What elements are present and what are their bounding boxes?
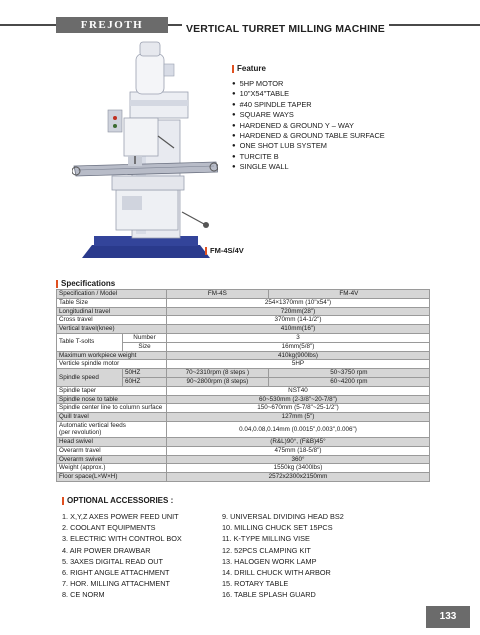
page-title: VERTICAL TURRET MILLING MACHINE bbox=[182, 22, 389, 36]
list-item: 9. UNIVERSAL DIVIDING HEAD BS2 bbox=[222, 512, 344, 521]
spec-label: Verticle spindle motor bbox=[57, 360, 167, 369]
spec-label: Head swivel bbox=[57, 437, 167, 446]
table-row bbox=[57, 369, 430, 378]
feature-list bbox=[232, 79, 385, 173]
spec-label: Maximum workpiece weight bbox=[57, 351, 167, 360]
spec-label: Spindle taper bbox=[57, 386, 167, 395]
table-row bbox=[57, 404, 430, 413]
spec-value: NST40 bbox=[166, 386, 429, 395]
spec-label: Weight (approx.) bbox=[57, 464, 167, 473]
spec-label: Table Size bbox=[57, 298, 167, 307]
feature-heading-text: Feature bbox=[237, 64, 266, 73]
spec-value: 370mm (14-1/2") bbox=[166, 316, 429, 325]
spec-label: Overarm travel bbox=[57, 446, 167, 455]
table-row bbox=[57, 455, 430, 464]
spec-value: 720mm(28") bbox=[166, 307, 429, 316]
feature-item: ● 5HP MOTOR bbox=[232, 79, 385, 89]
spec-label: Spindle center line to column surface bbox=[57, 404, 167, 413]
spec-value: 70~2310rpm (8 steps ) bbox=[166, 369, 268, 378]
spec-label: Spindle speed bbox=[57, 369, 123, 387]
spec-value: 0.04,0.08,0.14mm (0.0015",0.003",0.006") bbox=[166, 421, 429, 437]
spec-value: 410mm(16") bbox=[166, 325, 429, 334]
table-row bbox=[57, 316, 430, 325]
table-header-cell: FM-4V bbox=[268, 290, 429, 299]
list-item: 14. DRILL CHUCK WITH ARBOR bbox=[222, 568, 331, 578]
spec-label: Cross travel bbox=[57, 316, 167, 325]
spec-value: 5HP bbox=[166, 360, 429, 369]
list-item: 13. HALOGEN WORK LAMP bbox=[222, 556, 317, 566]
specifications-table bbox=[56, 289, 430, 482]
spec-label bbox=[57, 421, 167, 437]
brand-logo-text: FREJOTH bbox=[80, 19, 144, 31]
specifications-heading bbox=[56, 279, 115, 288]
table-row bbox=[57, 473, 430, 482]
page-number: 133 bbox=[426, 606, 470, 628]
feature-item: ● #40 SPINDLE TAPER bbox=[232, 100, 385, 110]
table-row bbox=[57, 464, 430, 473]
table-header-cell: FM-4S bbox=[166, 290, 268, 299]
list-item: 5. 3AXES DIGITAL READ OUT bbox=[62, 556, 163, 566]
spec-sublabel: Number bbox=[122, 333, 166, 342]
spec-label: Vertical travel(knee) bbox=[57, 325, 167, 334]
table-header-row bbox=[57, 290, 430, 299]
spec-label: Floor space(L×W×H) bbox=[57, 473, 167, 482]
model-label bbox=[205, 246, 244, 255]
accessories-list-right bbox=[222, 511, 344, 601]
feature-item: ● SINGLE WALL bbox=[232, 162, 385, 172]
feature-heading bbox=[232, 64, 385, 73]
list-item: 15. ROTARY TABLE bbox=[222, 579, 289, 589]
table-row bbox=[57, 395, 430, 404]
spec-value: 16mm(5/8") bbox=[166, 342, 429, 351]
feature-item: ● SQUARE WAYS bbox=[232, 110, 385, 120]
spec-value: 254×1370mm (10"x54") bbox=[166, 298, 429, 307]
spec-value: 50~3750 rpm bbox=[268, 369, 429, 378]
accessories-heading bbox=[62, 496, 173, 505]
table-row bbox=[57, 446, 430, 455]
spec-label-line: (per revolution) bbox=[59, 429, 102, 437]
table-row bbox=[57, 333, 430, 342]
table-row bbox=[57, 351, 430, 360]
spec-value: 360° bbox=[166, 455, 429, 464]
spec-sublabel: Size bbox=[122, 342, 166, 351]
accessories-heading-text: OPTIONAL ACCESSORIES : bbox=[67, 496, 174, 505]
table-row bbox=[57, 307, 430, 316]
table-row bbox=[57, 421, 430, 437]
spec-value: 90~2800rpm (8 steps) bbox=[166, 377, 268, 386]
list-item: 12. 52PCS CLAMPING KIT bbox=[222, 545, 311, 555]
spec-value: 2572x2300x2150mm bbox=[166, 473, 429, 482]
list-item: 11. K-TYPE MILLING VISE bbox=[222, 534, 310, 544]
spec-label: Table T-solts bbox=[57, 333, 123, 351]
table-row bbox=[57, 298, 430, 307]
table-row bbox=[57, 413, 430, 422]
spec-value: 1550kg (3400lbs) bbox=[166, 464, 429, 473]
list-item: 8. CE NORM bbox=[62, 590, 105, 600]
spec-value: 127mm (5") bbox=[166, 413, 429, 422]
spec-value: 3 bbox=[166, 333, 429, 342]
heading-marker-icon bbox=[62, 497, 64, 505]
list-item: 1. X,Y,Z AXES POWER FEED UNIT bbox=[62, 512, 179, 521]
spec-value: 475mm (18-5/8") bbox=[166, 446, 429, 455]
feature-item: ● TURCITE B bbox=[232, 152, 385, 162]
feature-item: ● ONE SHOT LUB SYSTEM bbox=[232, 141, 385, 151]
table-row bbox=[57, 360, 430, 369]
spec-label: Overarm swivel bbox=[57, 455, 167, 464]
model-label-text: FM-4S/4V bbox=[210, 246, 244, 255]
accessories-list-left bbox=[62, 511, 182, 601]
spec-value: 60~4200 rpm bbox=[268, 377, 429, 386]
feature-section bbox=[232, 64, 385, 173]
list-item: 10. MILLING CHUCK SET 15PCS bbox=[222, 523, 333, 533]
list-item: 16. TABLE SPLASH GUARD bbox=[222, 590, 316, 600]
list-item: 7. HOR. MILLING ATTACHMENT bbox=[62, 579, 170, 589]
specifications-heading-text: Specifications bbox=[61, 279, 116, 288]
feature-item: ● HARDENED & GROUND TABLE SURFACE bbox=[232, 131, 385, 141]
table-row bbox=[57, 325, 430, 334]
spec-sublabel: 50HZ bbox=[122, 369, 166, 378]
table-header-cell: Specification / Model bbox=[57, 290, 167, 299]
list-item: 3. ELECTRIC WITH CONTROL BOX bbox=[62, 534, 182, 544]
spec-label: Longitudinal travel bbox=[57, 307, 167, 316]
table-row bbox=[57, 437, 430, 446]
list-item: 4. AIR POWER DRAWBAR bbox=[62, 545, 151, 555]
feature-item: ● HARDENED & GROUND Y – WAY bbox=[232, 121, 385, 131]
heading-marker-icon bbox=[205, 247, 207, 255]
heading-marker-icon bbox=[232, 65, 234, 73]
spec-value: 60~530mm (2-3/8"~20-7/8") bbox=[166, 395, 429, 404]
spec-label: Spindle nose to table bbox=[57, 395, 167, 404]
list-item: 2. COOLANT EQUIPMENTS bbox=[62, 523, 156, 533]
spec-label-line: Automatic vertical feeds bbox=[59, 422, 126, 430]
table-row bbox=[57, 386, 430, 395]
spec-label: Quill travel bbox=[57, 413, 167, 422]
brand-logo bbox=[56, 17, 168, 33]
spec-value: (R&L)90°, (F&B)45° bbox=[166, 437, 429, 446]
milling-machine-image bbox=[72, 40, 218, 262]
spec-value: 410kg(900lbs) bbox=[166, 351, 429, 360]
heading-marker-icon bbox=[56, 280, 58, 288]
list-item: 6. RIGHT ANGLE ATTACHMENT bbox=[62, 568, 170, 578]
spec-sublabel: 60HZ bbox=[122, 377, 166, 386]
spec-value: 150~670mm (5-7/8"~25-1/2") bbox=[166, 404, 429, 413]
feature-item: ● 10"X54"TABLE bbox=[232, 89, 385, 99]
